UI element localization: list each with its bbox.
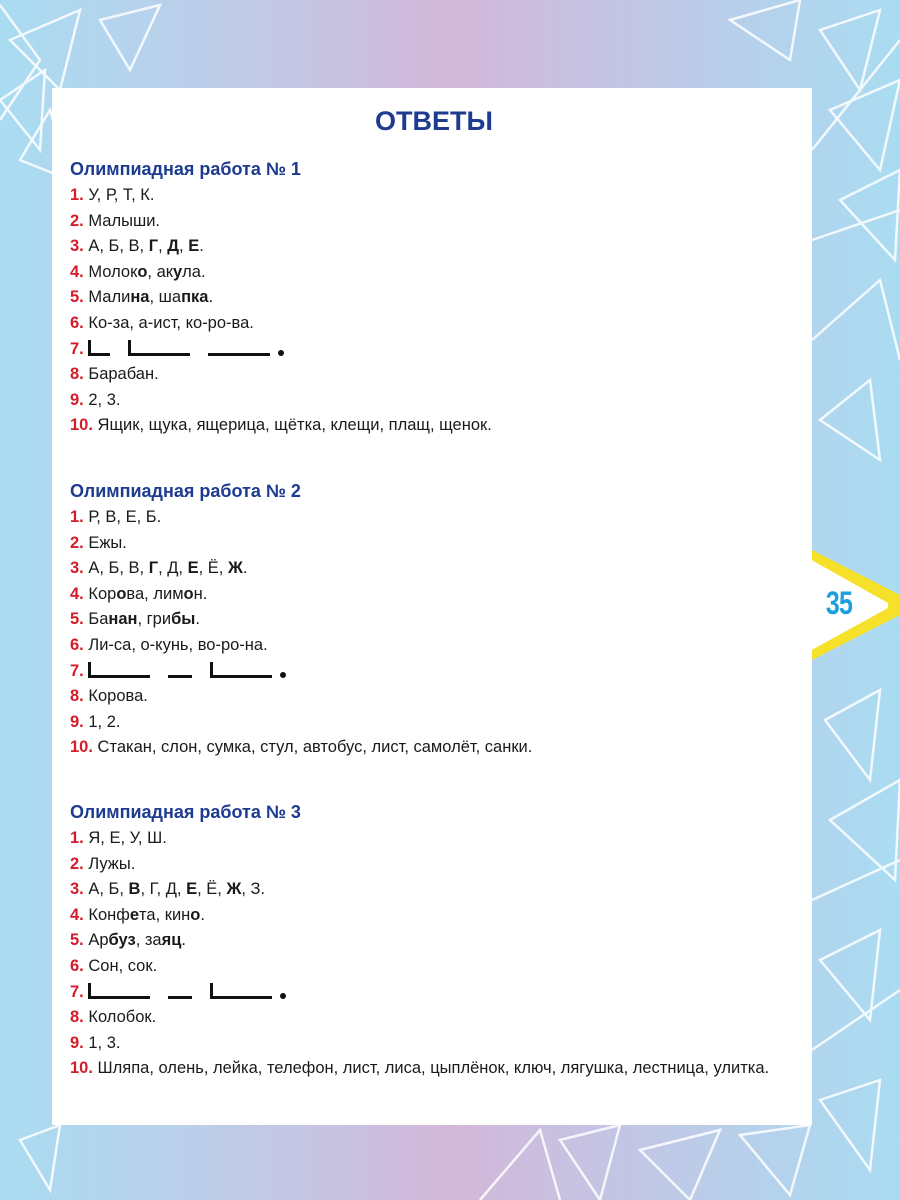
answer-item [70,633,798,659]
highlighted-letters: о [116,584,127,603]
answer-text: А, Б, В, Г, Д, Е, Ё, Ж. [88,559,248,578]
answer-item [70,659,798,685]
answer-number: 6. [70,635,84,654]
answer-number: 5. [70,610,84,629]
answer-text: Шляпа, олень, лейка, телефон, лист, лиса, цыплёнок, ключ, лягушка, лестница, улитка. [97,1059,770,1078]
answer-number: 3. [70,559,84,578]
scheme-period-dot [278,350,284,356]
answer-text: А, Б, В, Г, Д, Е. [88,237,204,256]
highlighted-letters: Г [148,559,159,578]
answer-list [70,505,798,761]
answer-number: 5. [70,931,84,950]
answer-number: 1. [70,829,84,847]
answer-number: 6. [70,956,84,975]
highlighted-letters: Д [167,237,180,256]
highlighted-letters: на [130,288,150,307]
highlighted-letters: нан [108,610,138,629]
answer-item [70,311,798,337]
answer-text: А, Б, В, Г, Д, Е, Ё, Ж, З. [88,880,266,899]
answer-list [70,183,798,439]
answer-text: Ко-за, а-ист, ко-ро-ва. [88,313,254,332]
scheme-bracket-segment [210,662,272,678]
answer-item [70,582,798,608]
answer-item [70,710,798,736]
answer-text: У, Р, Т, К. [88,186,155,204]
answer-section-3 [70,800,798,1082]
answer-item [70,209,798,235]
scheme-bracket-segment [88,340,110,356]
highlighted-letters: Е [187,559,199,578]
section-heading: Олимпиадная работа № 3 [70,802,301,822]
highlighted-letters: у [172,262,183,281]
answer-item [70,852,798,878]
answer-item [70,285,798,311]
answer-item [70,362,798,388]
answer-number: 8. [70,687,84,706]
answer-number: 4. [70,584,84,603]
highlighted-letters: е [129,905,140,924]
answer-section-2 [70,479,798,761]
answer-text: Барабан. [88,365,159,384]
answer-number: 3. [70,880,84,899]
answer-item [70,735,798,761]
answer-text: Ежы. [88,533,127,552]
answer-number: 7. [70,661,84,680]
answer-section-1 [70,157,798,439]
answer-item [70,826,798,852]
answer-number: 1. [70,186,84,204]
scheme-period-dot [280,672,286,678]
answer-text: Ли-са, о-кунь, во-ро-на. [88,635,268,654]
answer-number: 4. [70,262,84,281]
answer-text: Сон, сок. [88,956,158,975]
highlighted-letters: яц [161,931,182,950]
answer-item [70,684,798,710]
highlighted-letters: о [190,905,201,924]
answer-item [70,928,798,954]
page-number: 35 [825,585,853,621]
highlighted-letters: Ж [227,559,243,578]
highlighted-letters: буз [108,931,136,950]
answer-number: 5. [70,288,84,307]
answer-item [70,980,798,1006]
answer-text: Стакан, слон, сумка, стул, автобус, лист, самолёт, санки. [97,738,533,757]
answer-number: 10. [70,738,93,757]
scheme-line-segment [168,983,192,999]
answer-list [70,826,798,1082]
answer-number: 2. [70,854,84,873]
answer-text: Корова, лимон. [88,584,208,603]
answer-item [70,413,798,439]
answer-text: Лужы. [88,854,136,873]
answer-text: Конфета, кино. [88,905,205,924]
answer-item [70,183,798,209]
answer-number: 1. [70,508,84,526]
answer-number: 8. [70,1008,84,1027]
scheme-bracket-segment [128,340,190,356]
answer-number: 2. [70,533,84,552]
section-heading: Олимпиадная работа № 1 [70,159,301,179]
answer-item [70,337,798,363]
answer-text: 1, 2. [88,712,121,731]
answer-item [70,903,798,929]
answer-item [70,1056,798,1082]
scheme-bracket-segment [210,983,272,999]
syllable-scheme [88,338,284,356]
highlighted-letters: пка [181,288,209,307]
highlighted-letters: Е [188,237,200,256]
section-heading: Олимпиадная работа № 2 [70,481,301,501]
answer-text: Р, В, Е, Б. [88,508,162,526]
answer-number: 4. [70,905,84,924]
answer-number: 9. [70,712,84,731]
answer-text: Арбуз, заяц. [88,931,186,950]
answer-item [70,234,798,260]
answer-text: 1, 3. [88,1033,121,1052]
answer-item [70,877,798,903]
page-title: ОТВЕТЫ [375,106,493,136]
answer-number: 2. [70,211,84,230]
scheme-bracket-segment [88,662,150,678]
highlighted-letters: Е [186,880,198,899]
answer-item [70,531,798,557]
syllable-scheme [88,981,286,999]
answer-number: 10. [70,1059,93,1078]
answer-item [70,954,798,980]
answer-number: 10. [70,416,93,435]
answer-text: 2, 3. [88,390,121,409]
highlighted-letters: Ж [226,880,242,899]
answer-number: 7. [70,339,84,358]
answer-number: 9. [70,390,84,409]
scheme-line-segment [208,340,270,356]
answer-text: Колобок. [88,1008,157,1027]
answer-text: Малыши. [88,211,160,230]
answer-text: Молоко, акула. [88,262,206,281]
syllable-scheme [88,660,286,678]
answer-text: Банан, грибы. [88,610,200,629]
answer-item [70,1031,798,1057]
page-tab [808,548,900,662]
answer-text: Я, Е, У, Ш. [88,829,167,847]
answer-number: 8. [70,365,84,384]
answer-text: Ящик, щука, ящерица, щётка, клещи, плащ, щенок. [97,416,492,435]
answer-item [70,505,798,531]
answer-item [70,260,798,286]
answer-item [70,388,798,414]
highlighted-letters: о [183,584,194,603]
answer-number: 3. [70,237,84,256]
answer-text: Малина, шапка. [88,288,214,307]
answer-item [70,607,798,633]
scheme-period-dot [280,993,286,999]
answer-number: 7. [70,982,84,1001]
scheme-line-segment [168,662,192,678]
answer-item [70,1005,798,1031]
highlighted-letters: В [128,880,141,899]
highlighted-letters: о [137,262,148,281]
highlighted-letters: Г [148,237,159,256]
answers-card [52,88,812,1125]
scheme-bracket-segment [88,983,150,999]
answer-number: 6. [70,313,84,332]
answer-text: Корова. [88,687,148,706]
highlighted-letters: бы [171,610,196,629]
answer-number: 9. [70,1033,84,1052]
answer-item [70,556,798,582]
